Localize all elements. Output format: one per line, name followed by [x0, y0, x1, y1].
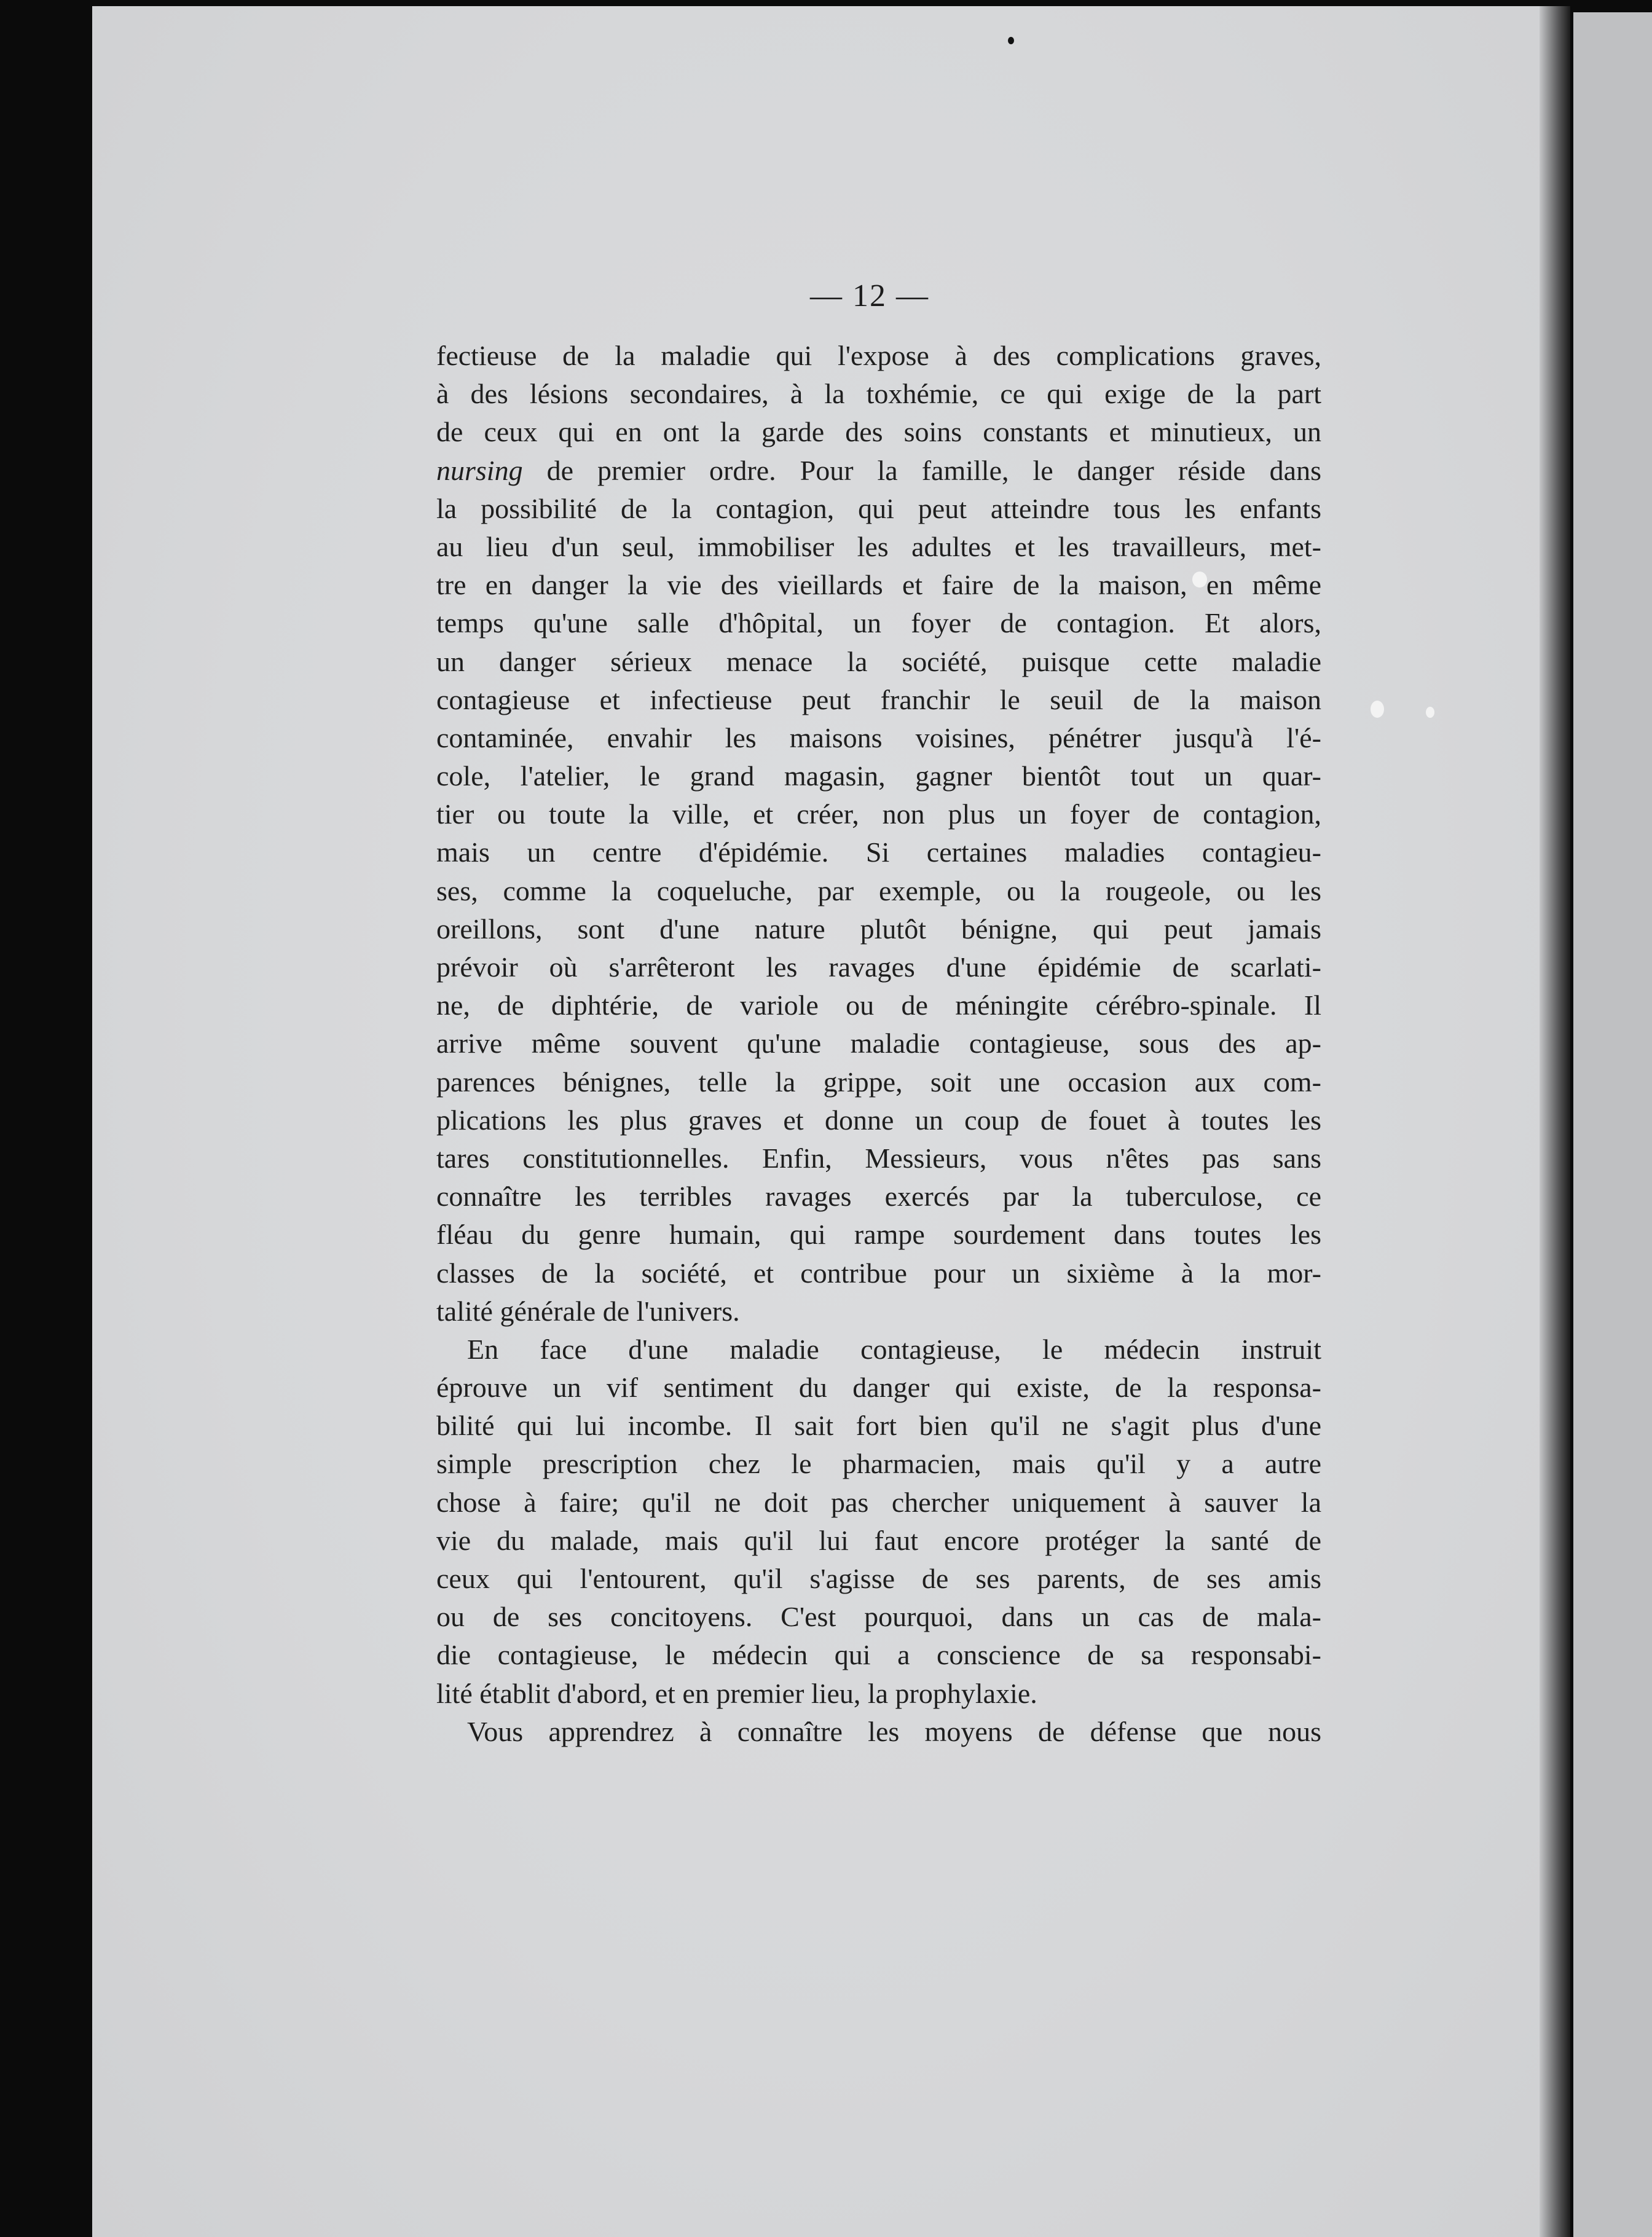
text-line: un danger sérieux menace la société, puisque cette maladie — [436, 645, 1321, 677]
facing-page-edge — [1573, 12, 1652, 2237]
text-line: tares constitutionnelles. Enfin, Messieurs, vous n'êtes pas sans — [436, 1142, 1321, 1174]
paragraph-end-line: talité générale de l'univers. — [436, 1295, 740, 1327]
text-line: fléau du genre humain, qui rampe sourdement dans toutes les — [436, 1219, 1321, 1251]
text-line: simple prescription chez le pharmacien, mais qu'il y a autre — [436, 1448, 1321, 1480]
text-line: au lieu d'un seul, immobiliser les adultes et les travailleurs, met- — [436, 530, 1321, 562]
scan-dust-speck — [1371, 701, 1384, 718]
text-line: chose à faire; qu'il ne doit pas chercher uniquement à sauver la — [436, 1486, 1321, 1518]
text-line: die contagieuse, le médecin qui a conscience de sa responsabi- — [436, 1639, 1321, 1671]
text-line: fectieuse de la maladie qui l'expose à des complications graves, — [436, 340, 1321, 371]
text-line: tre en danger la vie des vieillards et faire de la maison, en même — [436, 569, 1321, 601]
body-text — [436, 337, 1321, 1751]
text-line: ou de ses concitoyens. C'est pourquoi, dans un cas de mala- — [436, 1601, 1321, 1633]
text-line: ceux qui l'entourent, qu'il s'agisse de ses parents, de ses amis — [436, 1563, 1321, 1594]
text-line: la possibilité de la contagion, qui peut atteindre tous les enfants — [436, 492, 1321, 524]
page-right-shadow — [1540, 6, 1570, 2237]
text-line: connaître les terribles ravages exercés par la tuberculose, ce — [436, 1181, 1321, 1213]
text-line: éprouve un vif sentiment du danger qui existe, de la responsa- — [436, 1372, 1321, 1404]
text-line: ne, de diphtérie, de variole ou de méningite cérébro-spinale. Il — [436, 989, 1321, 1021]
scan-dust-speck — [1426, 707, 1434, 718]
text-line: contagieuse et infectieuse peut franchir le seuil de la maison — [436, 683, 1321, 715]
text-line: mais un centre d'épidémie. Si certaines maladies contagieu- — [436, 836, 1321, 868]
paragraph-end-line: lité établit d'abord, et en premier lieu, la prophylaxie. — [436, 1677, 1037, 1709]
text-line-rest: de premier ordre. Pour la famille, le danger réside dans — [546, 454, 1321, 486]
paragraph-start-line: Vous apprendrez à connaître les moyens de défense que nous — [467, 1715, 1321, 1747]
text-line: arrive même souvent qu'une maladie contagieuse, sous des ap- — [436, 1028, 1321, 1060]
text-line: temps qu'une salle d'hôpital, un foyer de contagion. Et alors, — [436, 607, 1321, 639]
italic-term: nursing — [436, 454, 523, 486]
text-line: tier ou toute la ville, et créer, non plus un foyer de contagion, — [436, 798, 1321, 830]
text-line: plications les plus graves et donne un coup de fouet à toutes les — [436, 1104, 1321, 1136]
text-line: bilité qui lui incombe. Il sait fort bien qu'il ne s'agit plus d'une — [436, 1410, 1321, 1442]
text-line: ses, comme la coqueluche, par exemple, ou la rougeole, ou les — [436, 875, 1321, 906]
scan-dust-speck — [1008, 37, 1014, 44]
paragraph-start-line: En face d'une maladie contagieuse, le médecin instruit — [467, 1333, 1321, 1365]
text-line: à des lésions secondaires, à la toxhémie, ce qui exige de la part — [436, 378, 1321, 410]
text-line: de ceux qui en ont la garde des soins constants et minutieux, un — [436, 416, 1321, 448]
text-line — [436, 452, 1321, 490]
text-line: parences bénignes, telle la grippe, soit une occasion aux com- — [436, 1066, 1321, 1098]
text-line: oreillons, sont d'une nature plutôt bénigne, qui peut jamais — [436, 913, 1321, 945]
text-line: cole, l'atelier, le grand magasin, gagner bientôt tout un quar- — [436, 760, 1321, 792]
text-line: classes de la société, et contribue pour un sixième à la mor- — [436, 1257, 1321, 1289]
text-line: contaminée, envahir les maisons voisines, pénétrer jusqu'à l'é- — [436, 721, 1321, 753]
text-line: vie du malade, mais qu'il lui faut encore protéger la santé de — [436, 1524, 1321, 1556]
text-line: prévoir où s'arrêteront les ravages d'une épidémie de scarlati- — [436, 951, 1321, 983]
page-number: — 12 — — [810, 278, 929, 313]
